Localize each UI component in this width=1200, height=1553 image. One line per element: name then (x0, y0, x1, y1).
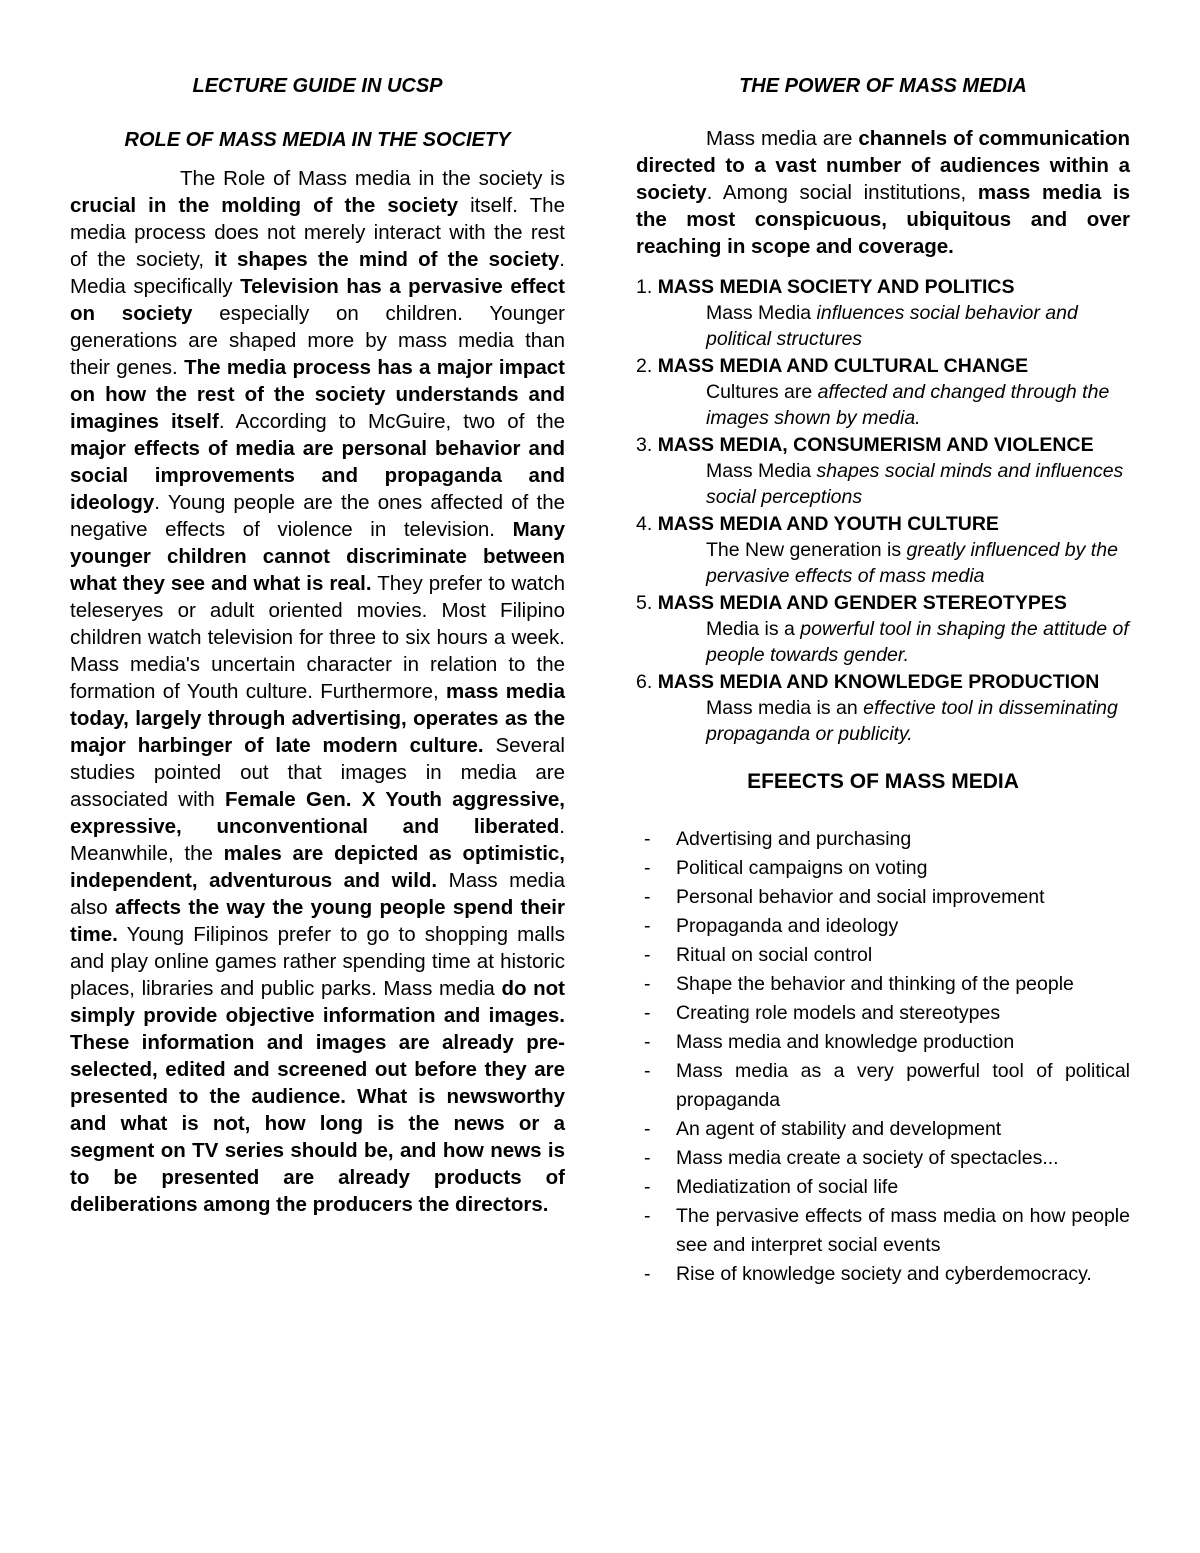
bold-text-run: The media process has a major impact on how the rest of the society understands and imagines itself (70, 356, 565, 433)
text-run: Mass media is an (706, 697, 864, 719)
topic-title: MASS MEDIA AND GENDER STEREOTYPES (657, 592, 1067, 614)
topic-description (636, 616, 1130, 668)
text-run: The New generation is (706, 539, 907, 561)
topic-description (636, 458, 1130, 510)
text-run: The Role of Mass media in the society is (180, 167, 565, 190)
effects-title: EFEECTS OF MASS MEDIA (747, 770, 1019, 793)
topic-item (636, 669, 1130, 747)
topic-number: 2. (636, 355, 653, 377)
right-column (636, 68, 1130, 1289)
bold-text-run: channels of communication directed to a vast number of audiences within a society (636, 127, 1130, 204)
text-run: . Media specifically (70, 248, 565, 298)
text-run: . Young people are the ones affected of the negative effects of violence in television. (70, 491, 565, 541)
effect-item: - Mass media and knowledge production (636, 1028, 1130, 1057)
bold-text-run: Female Gen. X Youth aggressive, expressive, unconventional and liberated (70, 788, 565, 838)
effect-item: - Propaganda and ideology (636, 912, 1130, 941)
effect-item: - Creating role models and stereotypes (636, 999, 1130, 1028)
text-run: . According to McGuire, two of the (218, 410, 566, 433)
bold-text-run: mass media today, largely through advertising, operates as the major harbinger of late modern culture. (70, 680, 565, 757)
topic-list (636, 274, 1130, 747)
topic-title: MASS MEDIA SOCIETY AND POLITICS (657, 276, 1015, 298)
text-run: especially on children. Younger generations are shaped more by mass media than their genes. (70, 302, 566, 379)
topic-number: 5. (636, 592, 653, 614)
italic-text-run: powerful tool in shaping the attitude of people towards gender. (706, 618, 1129, 666)
topic-item (636, 353, 1130, 431)
topic-title: MASS MEDIA AND CULTURAL CHANGE (657, 355, 1029, 377)
bold-text-run: males are depicted as optimistic, independent, adventurous and wild. (70, 842, 565, 892)
topic-description (636, 695, 1130, 747)
topic-number: 4. (636, 513, 653, 535)
role-body-paragraph (70, 165, 565, 1218)
bold-text-run: crucial in the molding of the society (70, 194, 459, 217)
text-run: Media is a (706, 618, 801, 640)
text-run: Several studies pointed out that images in media are associated with (70, 734, 565, 811)
topic-item (636, 590, 1130, 668)
bold-text-run: Many younger children cannot discriminate between what they see and what is real. (70, 518, 565, 595)
italic-text-run: influences social behavior and political structures (706, 302, 1078, 350)
effect-item: - Mass media create a society of spectacles... (636, 1144, 1130, 1173)
bold-text-run: it shapes the mind of the society (214, 248, 560, 271)
text-run: Cultures are (706, 381, 818, 403)
topic-heading (636, 669, 1130, 695)
left-column (70, 68, 565, 1218)
topic-description (636, 379, 1130, 431)
text-run: Young Filipinos prefer to go to shopping malls and play online games rather spending time at historic places, libraries and public parks. Mass media (70, 923, 565, 1000)
topic-number: 1. (636, 276, 653, 298)
topic-item (636, 432, 1130, 510)
effect-item: - Ritual on social control (636, 941, 1130, 970)
text-run: Mass media are (706, 127, 859, 150)
topic-heading (636, 353, 1130, 379)
lecture-title: LECTURE GUIDE IN UCSP (192, 75, 443, 97)
text-run: . Among social institutions, (706, 181, 978, 204)
topic-heading (636, 590, 1130, 616)
effect-item: - The pervasive effects of mass media on how people see and interpret social events (636, 1202, 1130, 1260)
text-run: Mass media also (70, 869, 565, 919)
topic-heading (636, 274, 1130, 300)
topic-title: MASS MEDIA AND YOUTH CULTURE (657, 513, 999, 535)
section-title-role: ROLE OF MASS MEDIA IN THE SOCIETY (124, 129, 511, 151)
text-run: itself. The media process does not merely interact with the rest of the society, (70, 194, 565, 271)
italic-text-run: effective tool in disseminating propaganda or publicity. (706, 697, 1118, 745)
effect-item: - Personal behavior and social improvement (636, 883, 1130, 912)
topic-number: 6. (636, 671, 653, 693)
topic-heading (636, 432, 1130, 458)
italic-text-run: shapes social minds and influences social perceptions (706, 460, 1124, 508)
effect-item: - Shape the behavior and thinking of the people (636, 970, 1130, 999)
italic-text-run: greatly influenced by the pervasive effects of mass media (706, 539, 1118, 587)
power-intro-paragraph (636, 125, 1130, 260)
effect-item: - Political campaigns on voting (636, 854, 1130, 883)
bold-text-run: Television has a pervasive effect on society (70, 275, 566, 325)
effect-item: - Mediatization of social life (636, 1173, 1130, 1202)
bold-text-run: mass media is the most conspicuous, ubiquitous and over reaching in scope and coverage. (636, 181, 1130, 258)
effect-item: - Advertising and purchasing (636, 825, 1130, 854)
topic-description (636, 537, 1130, 589)
bold-text-run: affects the way the young people spend their time. (70, 896, 565, 946)
italic-text-run: affected and changed through the images shown by media. (706, 381, 1110, 429)
topic-heading (636, 511, 1130, 537)
text-run: They prefer to watch teleseryes or adult oriented movies. Most Filipino children watch television for three to six hours a week. Mass media's uncertain character in relation to the formation of Youth culture. Furthermore, (70, 572, 566, 703)
topic-number: 3. (636, 434, 653, 456)
effect-item: - Rise of knowledge society and cyberdemocracy. (636, 1260, 1130, 1289)
text-run: Mass Media (706, 460, 817, 482)
bold-text-run: do not simply provide objective information and images. These information and images are already pre-selected, edited and screened out before they are presented to the audience. What is newsworthy and what is not, how long is the news or a segment on TV series should be, and how news is to be presented are already products of deliberations among the producers the directors. (70, 977, 565, 1216)
effect-item: - Mass media as a very powerful tool of political propaganda (636, 1057, 1130, 1115)
bold-text-run: major effects of media are personal behavior and social improvements and propaganda and ideology (70, 437, 565, 514)
effects-list (636, 825, 1130, 1289)
text-run: Mass Media (706, 302, 817, 324)
effect-item: - An agent of stability and development (636, 1115, 1130, 1144)
topic-title: MASS MEDIA, CONSUMERISM AND VIOLENCE (657, 434, 1094, 456)
topic-title: MASS MEDIA AND KNOWLEDGE PRODUCTION (657, 671, 1100, 693)
topic-item (636, 274, 1130, 352)
power-title: THE POWER OF MASS MEDIA (739, 75, 1027, 97)
topic-description (636, 300, 1130, 352)
topic-item (636, 511, 1130, 589)
text-run: . Meanwhile, the (70, 815, 565, 865)
